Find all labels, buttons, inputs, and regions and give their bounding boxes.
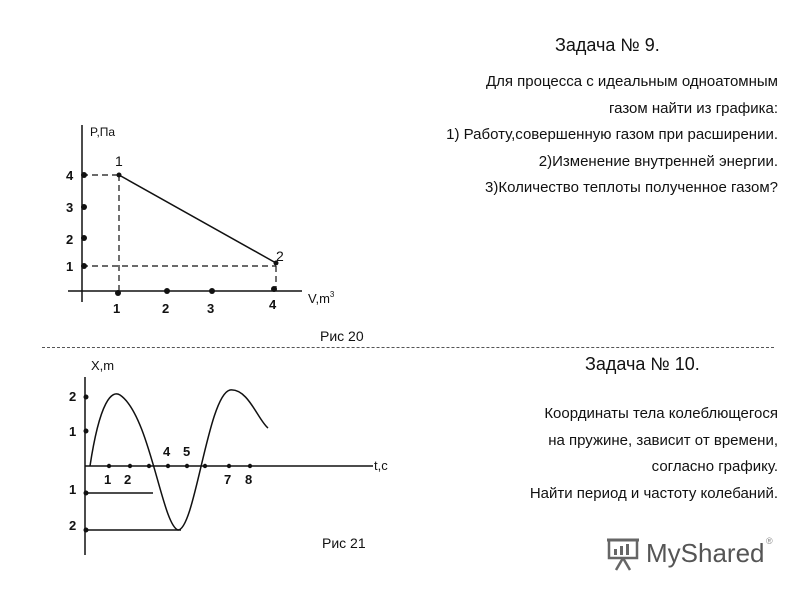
task10-line: Координаты тела колеблющегося [544,405,778,422]
x-tick-dot-3 [209,288,215,294]
process-line [119,175,276,263]
x-tick-label-8: 8 [245,472,253,487]
fig21-x-axis-label: t,c [374,458,388,473]
x-tick-label-2: 2 [124,472,132,487]
task10-line: согласно графику. [651,458,778,475]
logo-wordmark [646,538,765,569]
state-point-1 [117,173,122,178]
fig20-y-axis-label: P,Па [90,125,116,139]
y-tick-label-2: 2 [66,232,74,247]
task9-line: Для процесса с идеальным одноатомным [485,73,778,90]
fig21-caption: Рис 21 [322,535,366,551]
y-tick-label-lower-2: 2 [69,518,77,533]
x-tick-dot-4 [271,286,277,292]
x-tick-label-1: 1 [104,472,112,487]
state-label-2: 2 [276,248,284,264]
fig21-y-axis-label: X,m [91,358,115,373]
x-tick-label-7: 7 [224,472,232,487]
task9-title: Задача № 9. [555,35,660,55]
x-tick-label-1: 1 [113,301,121,316]
y-tick-dot-1 [81,263,87,269]
x-tick-label-4: 4 [269,297,277,312]
myshared-logo [606,534,773,574]
y-tick-label-3: 3 [66,200,74,215]
fig20-caption: Рис 20 [320,328,364,344]
y-tick-dot-2 [81,235,87,241]
y-tick-label-upper-2: 2 [69,389,77,404]
x-tick-dot-2 [164,288,170,294]
task9-line: 3)Количество теплоты полученное газом? [485,179,778,196]
task9-line: 1) Работу,совершенную газом при расширении. [446,126,778,143]
logo-registered-mark: ® [766,536,773,546]
fig20-x-axis-label-exp: 3 [329,290,335,299]
logo-shared: Shared [680,538,765,568]
y-tick-dot-3 [81,204,87,210]
task9-line: 2)Изменение внутренней энергии. [538,152,778,170]
x-tick-label-3: 3 [207,301,215,316]
task10-line: Найти период и частоту колебаний. [529,484,778,502]
task10-title: Задача № 10. [585,354,700,374]
task9-line: газом найти из графика: [609,99,778,117]
task10-line: на пружине, зависит от времени, [548,431,778,449]
presentation-board-icon [606,536,642,574]
x-tick-dot-1 [115,290,121,296]
logo-my: My [646,538,681,568]
y-tick-label-1: 1 [66,259,74,274]
y-tick-dot-4 [81,172,87,178]
y-tick-label-upper-1: 1 [69,424,77,439]
fig20-x-axis-label [308,290,335,306]
x-tick-label-5: 5 [183,444,191,459]
x-tick-label-2: 2 [162,301,170,316]
y-tick-label-4: 4 [66,168,74,183]
x-tick-label-4: 4 [163,444,171,459]
y-tick-label-lower-1: 1 [69,482,77,497]
state-label-1: 1 [115,153,123,169]
fig20-x-axis-label-text: V,m [308,291,330,306]
